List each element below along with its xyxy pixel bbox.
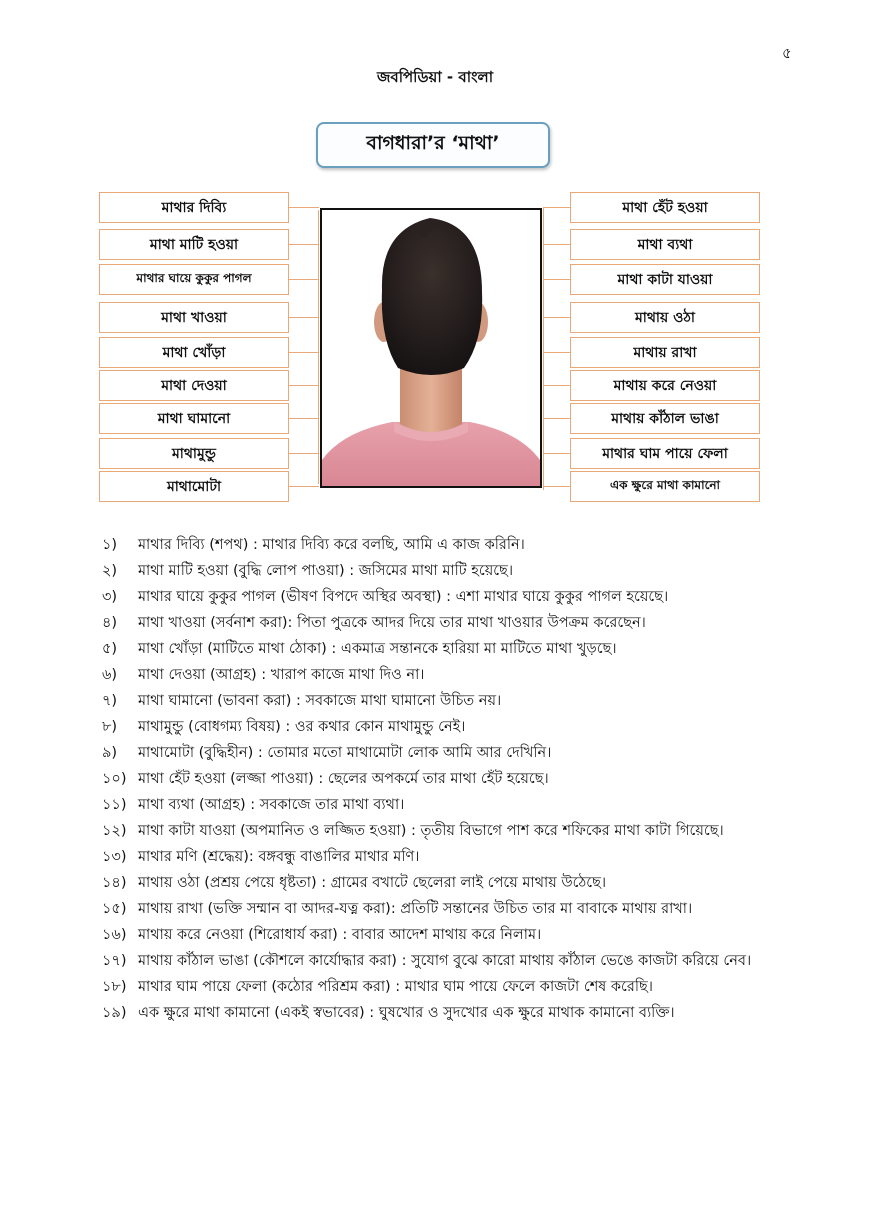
list-item-text: মাথায় কাঁঠাল ভাঙা (কৌশলে কার্যোদ্ধার করা) : সুযোগ বুঝে কারো মাথায় কাঁঠাল ভেঙে কাজটা করিয়ে নেব। [138,953,752,969]
list-item-number: ৯) [102,745,118,761]
left-connector [289,453,319,454]
right-idiom-box: মাথায় কাঁঠাল ভাঙা [570,403,760,434]
list-item-number: ২) [102,563,118,579]
list-item [102,792,782,818]
list-item-text: মাথা মাটি হওয়া (বুদ্ধি লোপ পাওয়া) : জসিমের মাথা মাটি হয়েছে। [138,563,514,579]
list-item [102,870,782,896]
main-title: বাগধারা’র ‘মাথা’ [316,122,550,168]
list-item-text: মাথায় ওঠা (প্রশ্রয় পেয়ে ধৃষ্টতা) : গ্রামের বখাটে ছেলেরা লাই পেয়ে মাথায় উঠেছে। [138,875,607,891]
list-item-number: ৪) [102,615,118,631]
list-item [102,818,782,844]
right-idiom-box: এক ক্ষুরে মাথা কামানো [570,471,760,502]
list-item [102,688,782,714]
list-item [102,974,782,1000]
list-item [102,662,782,688]
left-connector [289,352,319,353]
list-item-text: মাথার দিব্যি (শপথ) : মাথার দিব্যি করে বলছি, আমি এ কাজ করিনি। [138,537,525,553]
right-idiom-box: মাথায় ওঠা [570,302,760,333]
list-item-text: মাথা দেওয়া (আগ্রহ) : খারাপ কাজে মাথা দিও না। [138,667,425,683]
left-idiom-box: মাথার দিব্যি [99,192,289,223]
header-title: জবপিডিয়া - বাংলা [376,68,494,86]
list-item [102,896,782,922]
list-item-number: ১৫) [102,901,127,917]
list-item-number: ১) [102,537,118,553]
list-item-text: মাথায় করে নেওয়া (শিরোধার্য করা) : বাবার আদেশ মাথায় করে নিলাম। [138,927,542,943]
list-item-number: ৩) [102,589,118,605]
list-item [102,584,782,610]
list-item-text: মাথা খাওয়া (সর্বনাশ করা): পিতা পুত্রকে আদর দিয়ে তার মাথা খাওয়ার উপক্রম করেছেন। [138,615,646,631]
list-item [102,532,782,558]
left-connector [289,418,319,419]
list-item [102,1000,782,1026]
list-item-number: ৮) [102,719,118,735]
list-item-text: মাথার মণি (শ্রদ্ধেয়): বঙ্গবন্ধু বাঙালির মাথার মণি। [138,849,420,865]
left-connector [289,486,319,487]
left-connector [289,317,319,318]
left-idiom-box: মাথা দেওয়া [99,370,289,401]
list-item-text: মাথায় রাখা (ভক্তি সম্মান বা আদর-যত্ন করা): প্রতিটি সন্তানের উচিত তার মা বাবাকে মাথায় রাখা। [138,901,693,917]
list-item [102,740,782,766]
left-idiom-box: মাথামুন্ডু [99,438,289,469]
left-idiom-box: মাথামোটা [99,471,289,502]
head-photo [320,208,542,488]
page-number: ৫ [782,44,792,62]
right-connector [543,279,570,280]
list-item-text: মাথা ঘামানো (ভাবনা করা) : সবকাজে মাথা ঘামানো উচিত নয়। [138,693,502,709]
right-idiom-box: মাথা কাটা যাওয়া [570,264,760,295]
right-connector [543,244,570,245]
left-connector [289,279,319,280]
left-connector-spine [318,210,319,484]
right-connector [543,418,570,419]
right-connector [543,385,570,386]
right-connector [543,207,570,208]
right-idiom-box: মাথা হেঁট হওয়া [570,192,760,223]
list-item-number: ১৬) [102,927,127,943]
left-connector [289,207,319,208]
right-connector [543,317,570,318]
list-item [102,922,782,948]
right-connector [543,453,570,454]
list-item-text: মাথার ঘায়ে কুকুর পাগল (ভীষণ বিপদে অস্থির অবস্থা) : এশা মাথার ঘায়ে কুকুর পাগল হয়েছে। [138,589,669,605]
right-connector [543,352,570,353]
list-item-number: ১৭) [102,953,127,969]
left-idiom-box: মাথা মাটি হওয়া [99,229,289,260]
list-item-text: মাথার ঘাম পায়ে ফেলা (কঠোর পরিশ্রম করা) : মাথার ঘাম পায়ে ফেলে কাজটা শেষ করেছি। [138,979,653,995]
list-item-text: মাথা কাটা যাওয়া (অপমানিত ও লজ্জিত হওয়া) : তৃতীয় বিভাগে পাশ করে শফিকের মাথা কাটা গিয়েছে। [138,823,724,839]
list-item-text: এক ক্ষুরে মাথা কামানো (একই স্বভাবের) : ঘুষখোর ও সুদখোর এক ক্ষুরে মাথাক কামানো ব্যক্তি। [138,1005,675,1021]
list-item-number: ৬) [102,667,118,683]
left-idiom-box: মাথা খোঁড়া [99,337,289,368]
list-item [102,844,782,870]
list-item-number: ১৮) [102,979,127,995]
list-item-number: ৭) [102,693,118,709]
list-item-number: ১৯) [102,1005,127,1021]
list-item-number: ১৪) [102,875,127,891]
list-item [102,610,782,636]
list-item [102,766,782,792]
right-idiom-box: মাথায় রাখা [570,337,760,368]
left-connector [289,244,319,245]
right-connector [543,486,570,487]
list-item-number: ৫) [102,641,118,657]
list-item-text: মাথামুন্ডু (বোধগম্য বিষয়) : ওর কথার কোন মাথামুন্ডু নেই। [138,719,466,735]
right-idiom-box: মাথা ব্যথা [570,229,760,260]
right-idiom-box: মাথার ঘাম পায়ে ফেলা [570,438,760,469]
list-item [102,714,782,740]
list-item-number: ১৩) [102,849,127,865]
left-idiom-box: মাথা খাওয়া [99,302,289,333]
right-connector-spine [543,208,544,490]
list-item-text: মাথামোটা (বুদ্ধিহীন) : তোমার মতো মাথামোটা লোক আমি আর দেখিনি। [138,745,552,761]
list-item [102,948,782,974]
list-item [102,636,782,662]
idiom-meaning-list [102,532,782,1026]
list-item-text: মাথা খোঁড়া (মাটিতে মাথা ঠোকা) : একমাত্র সন্তানকে হারিয়া মা মাটিতে মাথা খুড়ছে। [138,641,617,657]
back-of-head-image [322,210,540,486]
list-item [102,558,782,584]
list-item-number: ১০) [102,771,127,787]
left-connector [289,385,319,386]
right-idiom-box: মাথায় করে নেওয়া [570,370,760,401]
list-item-number: ১১) [102,797,127,813]
list-item-number: ১২) [102,823,127,839]
list-item-text: মাথা হেঁট হওয়া (লজ্জা পাওয়া) : ছেলের অপকর্মে তার মাথা হেঁট হয়েছে। [138,771,549,787]
list-item-text: মাথা ব্যথা (আগ্রহ) : সবকাজে তার মাথা ব্যথা। [138,797,405,813]
left-idiom-box: মাথা ঘামানো [99,403,289,434]
left-idiom-box: মাথার ঘায়ে কুকুর পাগল [99,264,289,295]
